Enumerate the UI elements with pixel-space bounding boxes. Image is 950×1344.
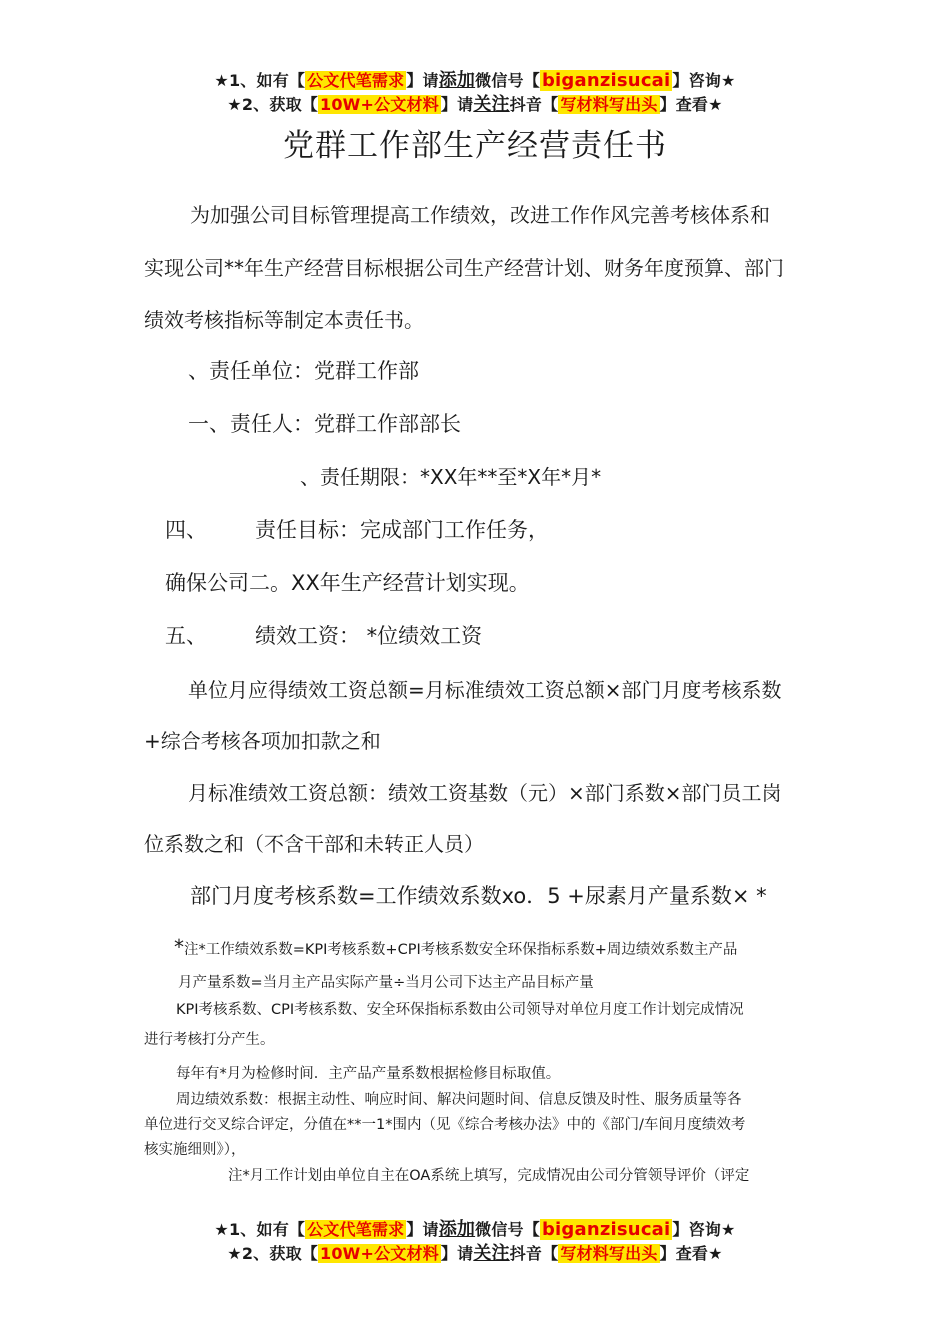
banner-emphasis: 关注 [473, 94, 510, 115]
note-4-line1: 周边绩效系数：根据主动性、响应时间、解决问题时间、信息反馈及时性、服务质量等各 [176, 1092, 742, 1108]
section-goal-line2: 确保公司二。XX年生产经营计划实现。 [165, 571, 530, 595]
note-3: 每年有*月为检修时间．主产品产量系数根据检修目标取值。 [176, 1066, 561, 1082]
banner-emphasis: 关注 [473, 1243, 510, 1264]
promo-banner-bottom-line1 [0, 1219, 950, 1241]
responsible-period: 、责任期限：*XX年**至*X年*月* [300, 465, 602, 489]
section-number: 四、 [165, 518, 207, 542]
banner-highlight: 公文代笔需求 [307, 1220, 405, 1239]
note-2-line1: KPI考核系数、CPI考核系数、安全环保指标系数由公司领导对单位月度工作计划完成情况 [176, 1002, 744, 1018]
section-goal [165, 516, 549, 544]
banner-text: 】查看★ [659, 95, 723, 114]
note-4-line2: 单位进行交叉综合评定，分值在**一1*围内（见《综合考核办法》中的《部门/车间月度绩效考 [144, 1117, 746, 1133]
banner-text: 】请 [440, 95, 474, 114]
paragraph-intro-line1: 为加强公司目标管理提高工作绩效，改进工作作风完善考核体系和 [190, 203, 770, 227]
note-4-line3: 核实施细则》）， [144, 1142, 246, 1158]
banner-highlight: 公文代笔需求 [307, 71, 405, 90]
responsible-person: 一、责任人：党群工作部部长 [188, 412, 461, 436]
responsible-unit: 、责任单位：党群工作部 [188, 359, 419, 383]
banner-text: ★1、如有【 [214, 1220, 306, 1239]
banner-highlight: 10W+公文材料 [319, 1244, 439, 1263]
formula-1-line1: 单位月应得绩效工资总额=月标准绩效工资总额×部门月度考核系数 [188, 678, 782, 702]
paragraph-intro-line2: 实现公司**年生产经营目标根据公司生产经营计划、财务年度预算、部门 [144, 256, 784, 280]
document-title: 党群工作部生产经营责任书 [283, 128, 667, 164]
section-pay [165, 622, 482, 650]
banner-text: 】查看★ [659, 1244, 723, 1263]
banner-text: 微信号【 [475, 1220, 540, 1239]
formula-1-line2: +综合考核各项加扣款之和 [144, 729, 381, 753]
note-text: 注*工作绩效系数=KPI考核系数+CPI考核系数安全环保指标系数+周边绩效系数主产品 [184, 942, 738, 958]
banner-text: 】请 [406, 71, 439, 90]
banner-text: 抖音【 [509, 95, 559, 114]
promo-banner-top-line2 [0, 94, 950, 116]
banner-text: ★2、获取【 [227, 95, 318, 114]
formula-2-line2: 位系数之和（不含干部和未转正人员） [144, 832, 484, 856]
banner-wechat-id: biganzisucai [541, 70, 671, 91]
banner-text: 】咨询★ [672, 71, 736, 90]
formula-2-line1: 月标准绩效工资总额：绩效工资基数（元）×部门系数×部门员工岗 [188, 781, 782, 805]
paragraph-intro-line3: 绩效考核指标等制定本责任书。 [144, 308, 424, 332]
banner-emphasis: 添加 [438, 70, 476, 91]
note-asterisk: * [174, 935, 184, 959]
banner-highlight: 写材料写出头 [560, 95, 658, 114]
note-1-line2: 月产量系数=当月主产品实际产量÷当月公司下达主产品目标产量 [178, 975, 594, 991]
banner-wechat-id: biganzisucai [541, 1219, 671, 1240]
banner-text: ★2、获取【 [227, 1244, 318, 1263]
section-number: 五、 [165, 624, 207, 648]
banner-emphasis: 添加 [438, 1219, 476, 1240]
promo-banner-top-line1 [0, 70, 950, 92]
note-1-line1 [174, 936, 737, 961]
section-text: 责任目标：完成部门工作任务， [255, 518, 549, 542]
banner-highlight: 10W+公文材料 [319, 95, 439, 114]
banner-text: 抖音【 [509, 1244, 559, 1263]
banner-text: 】咨询★ [672, 1220, 736, 1239]
promo-banner-bottom-line2 [0, 1243, 950, 1265]
banner-text: 】请 [440, 1244, 474, 1263]
section-text: 绩效工资： *位绩效工资 [255, 624, 483, 648]
banner-text: 微信号【 [475, 71, 540, 90]
formula-3: 部门月度考核系数=工作绩效系数xo．5 +尿素月产量系数× * [190, 884, 767, 908]
banner-text: 】请 [406, 1220, 439, 1239]
note-5: 注*月工作计划由单位自主在OA系统上填写，完成情况由公司分管领导评价（评定 [228, 1168, 750, 1184]
note-2-line2: 进行考核打分产生。 [144, 1032, 275, 1048]
banner-text: ★1、如有【 [214, 71, 306, 90]
banner-highlight: 写材料写出头 [560, 1244, 658, 1263]
